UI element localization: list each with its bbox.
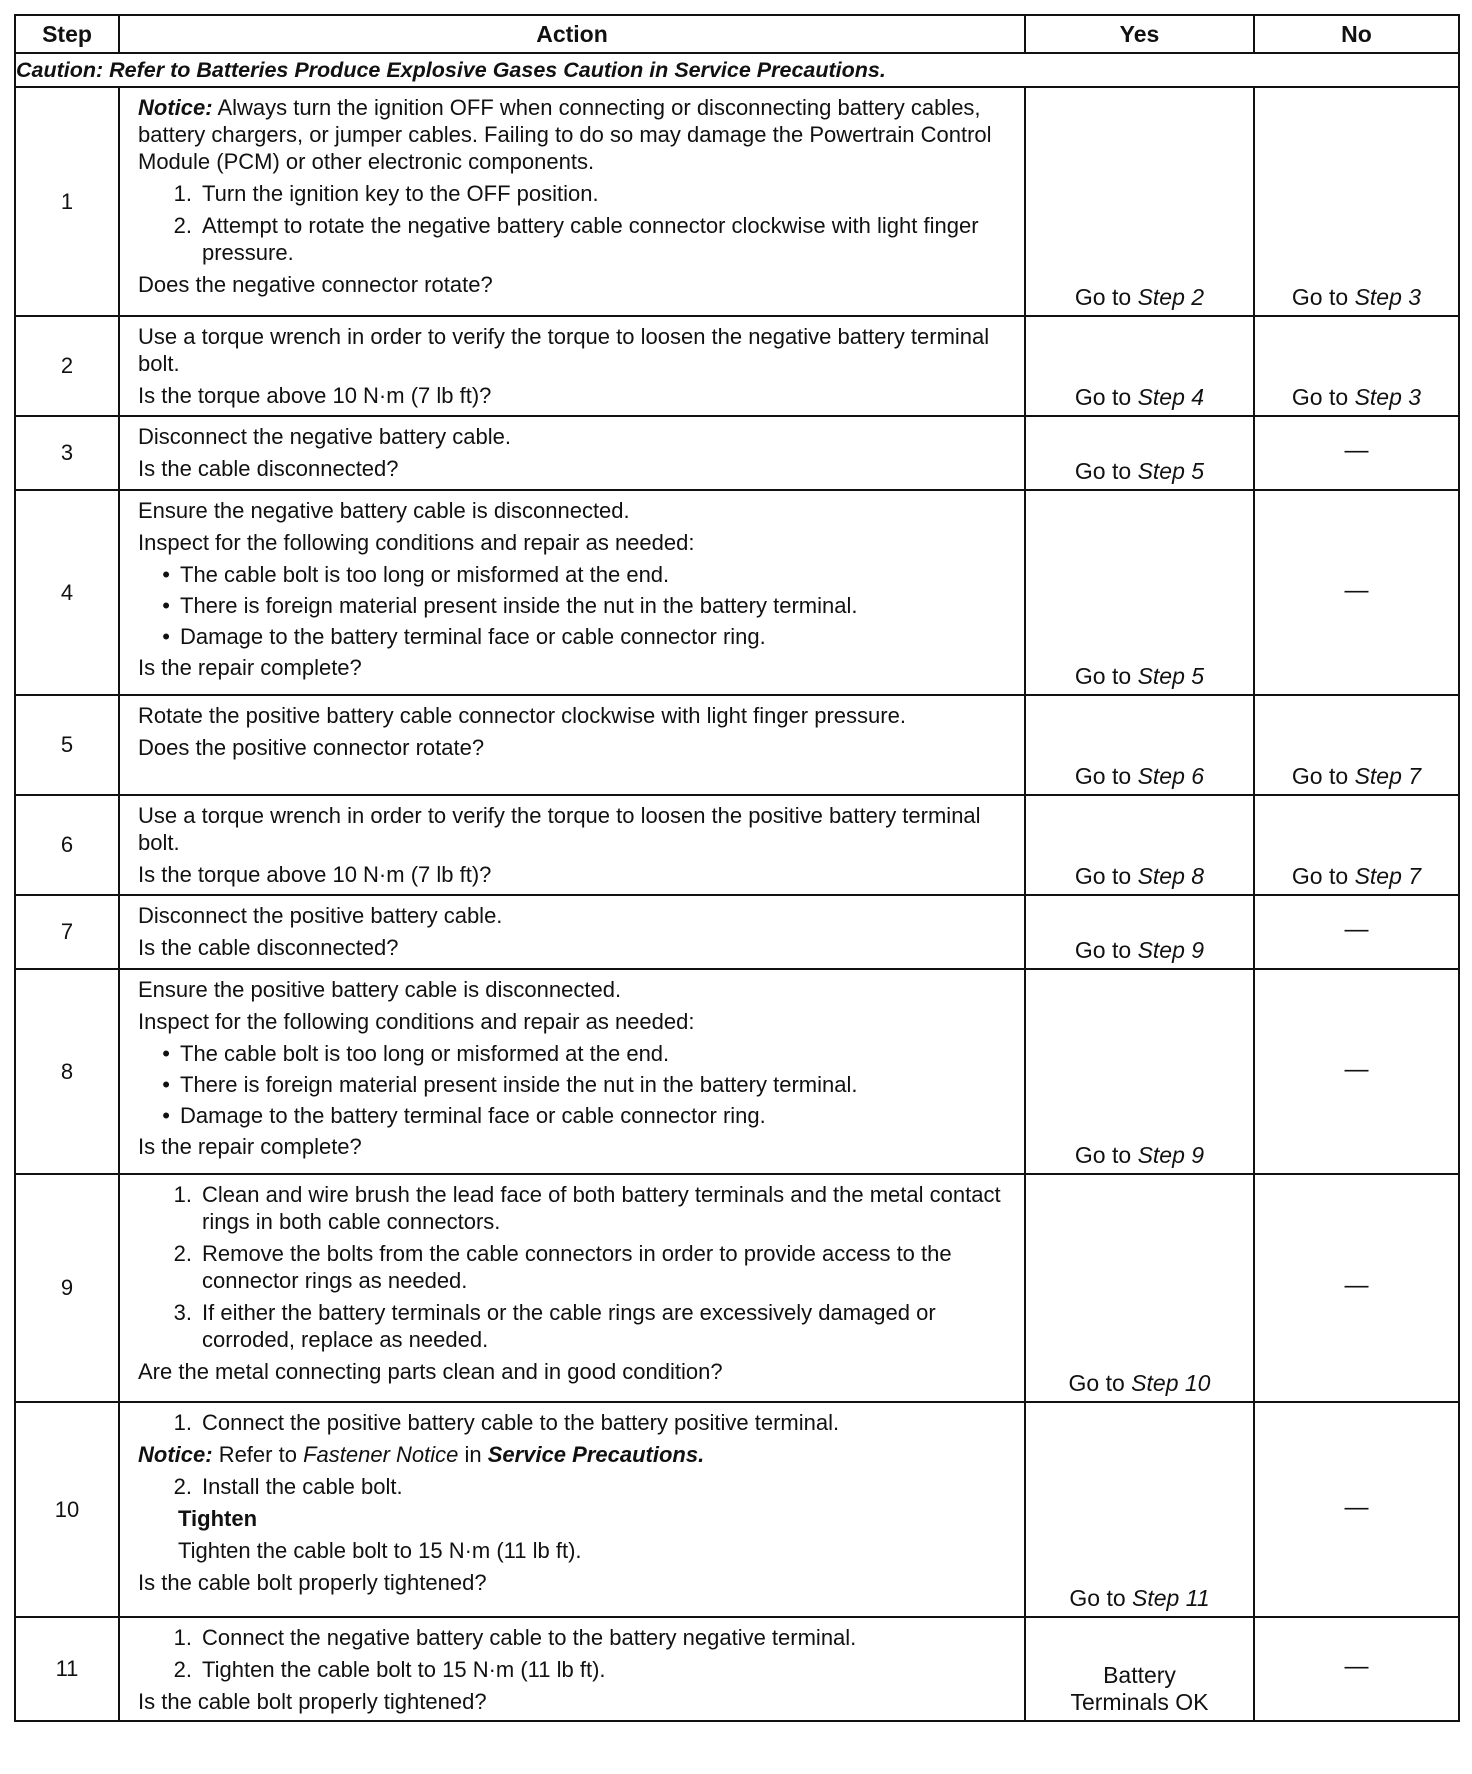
bullet-icon: • xyxy=(162,593,170,618)
list-text: Damage to the battery terminal face or cable connector ring. xyxy=(180,1103,766,1128)
step-number: 6 xyxy=(15,795,119,895)
yes-target: Step 9 xyxy=(1137,937,1205,963)
table-row-step-11 xyxy=(15,1617,1459,1721)
list-text: Tighten the cable bolt to 15 N·m (11 lb ft). xyxy=(202,1657,606,1682)
step-number: 5 xyxy=(15,695,119,795)
list-text: The cable bolt is too long or misformed at the end. xyxy=(180,562,670,587)
yes-target: Step 10 xyxy=(1131,1370,1211,1396)
no-cell xyxy=(1254,87,1459,316)
go-to-label: Go to xyxy=(1069,1585,1126,1611)
no-target: Step 7 xyxy=(1354,863,1422,889)
yes-target: Step 5 xyxy=(1137,458,1205,484)
list-text: Attempt to rotate the negative battery cable connector clockwise with light finger pressure. xyxy=(202,213,979,265)
list-text: Clean and wire brush the lead face of both battery terminals and the metal contact rings in both cable connectors. xyxy=(202,1182,1001,1234)
list-item xyxy=(138,1102,1010,1129)
go-to-label: Go to xyxy=(1291,384,1349,410)
no-cell xyxy=(1254,490,1459,695)
table-row-step-10 xyxy=(15,1402,1459,1617)
header-no: No xyxy=(1254,15,1459,53)
no-target: Step 3 xyxy=(1354,384,1422,410)
step-number: 10 xyxy=(15,1402,119,1617)
go-to-label: Go to xyxy=(1074,458,1132,484)
table-row-step-1 xyxy=(15,87,1459,316)
list-item xyxy=(138,180,1010,207)
notice-link: Service Precautions. xyxy=(487,1442,705,1467)
no-cell xyxy=(1254,695,1459,795)
notice-text: Refer to xyxy=(218,1442,297,1467)
question: Is the torque above 10 N·m (7 lb ft)? xyxy=(138,862,492,887)
question: Is the repair complete? xyxy=(138,1134,362,1159)
yes-cell xyxy=(1025,1617,1254,1721)
yes-cell xyxy=(1025,795,1254,895)
diagnostic-table xyxy=(14,14,1460,1722)
list-item xyxy=(138,1181,1010,1235)
notice xyxy=(138,1441,1010,1468)
no-cell xyxy=(1254,1402,1459,1617)
list-item xyxy=(138,592,1010,619)
inspect-intro: Inspect for the following conditions and repair as needed: xyxy=(138,530,695,555)
action-cell xyxy=(119,895,1025,969)
list-number: 2. xyxy=(173,1241,192,1266)
list-item xyxy=(138,1299,1010,1353)
list-number: 1. xyxy=(173,1410,192,1435)
list-text: The cable bolt is too long or misformed at the end. xyxy=(180,1041,670,1066)
dash-mark: — xyxy=(1344,1653,1369,1680)
dash-mark: — xyxy=(1344,1272,1369,1299)
table-row-step-4 xyxy=(15,490,1459,695)
question: Is the cable disconnected? xyxy=(138,935,399,960)
tighten-label: Tighten xyxy=(178,1506,258,1531)
list-text: Install the cable bolt. xyxy=(202,1474,403,1499)
notice-text: in xyxy=(464,1442,482,1467)
step-number: 3 xyxy=(15,416,119,490)
no-cell xyxy=(1254,416,1459,490)
action-text: Disconnect the positive battery cable. xyxy=(138,903,503,928)
list-text: Damage to the battery terminal face or cable connector ring. xyxy=(180,624,766,649)
list-number: 1. xyxy=(173,1625,192,1650)
no-cell xyxy=(1254,1174,1459,1402)
action-text: Ensure the positive battery cable is disconnected. xyxy=(138,977,622,1002)
step-number: 8 xyxy=(15,969,119,1174)
go-to-label: Go to xyxy=(1074,384,1132,410)
question: Are the metal connecting parts clean and in good condition? xyxy=(138,1359,723,1384)
inspect-intro: Inspect for the following conditions and repair as needed: xyxy=(138,1009,695,1034)
list-item xyxy=(138,1473,1010,1500)
dash-mark: — xyxy=(1344,1493,1369,1521)
action-cell xyxy=(119,1174,1025,1402)
yes-cell xyxy=(1025,1174,1254,1402)
action-cell xyxy=(119,695,1025,795)
action-cell xyxy=(119,416,1025,490)
action-text: Ensure the negative battery cable is disconnected. xyxy=(138,498,630,523)
bullet-icon: • xyxy=(162,1072,170,1097)
step-number: 11 xyxy=(15,1617,119,1721)
dash-mark: — xyxy=(1344,1055,1369,1083)
step-number: 1 xyxy=(15,87,119,316)
table-row-step-3 xyxy=(15,416,1459,490)
action-text: Use a torque wrench in order to verify the torque to loosen the positive battery terminal bolt. xyxy=(138,803,981,855)
list-item xyxy=(138,1409,1010,1436)
notice-text: Always turn the ignition OFF when connecting or disconnecting battery cables, battery chargers, or jumper cables. Failing to do so may damage the Powertrain Control Module (PCM) or other electronic components. xyxy=(138,95,992,174)
list-item xyxy=(138,623,1010,650)
yes-target: Step 5 xyxy=(1137,663,1205,689)
list-number: 1. xyxy=(173,1182,192,1207)
question: Does the positive connector rotate? xyxy=(138,735,485,760)
yes-target: Step 8 xyxy=(1137,863,1205,889)
yes-cell xyxy=(1025,87,1254,316)
caution-cell xyxy=(15,53,1459,87)
table-row-step-7 xyxy=(15,895,1459,969)
list-number: 1. xyxy=(173,181,192,206)
bullet-icon: • xyxy=(162,624,170,649)
notice-reference: Fastener Notice xyxy=(303,1442,459,1467)
no-target: Step 7 xyxy=(1354,763,1422,789)
go-to-label: Go to xyxy=(1074,937,1132,963)
table-row-step-8 xyxy=(15,969,1459,1174)
list-text: There is foreign material present inside the nut in the battery terminal. xyxy=(180,593,858,618)
list-item xyxy=(138,212,1010,266)
caution-row xyxy=(15,53,1459,87)
bullet-icon: • xyxy=(162,1103,170,1128)
go-to-label: Go to xyxy=(1291,284,1349,310)
action-cell xyxy=(119,1402,1025,1617)
go-to-label: Go to xyxy=(1074,663,1132,689)
action-text: Use a torque wrench in order to verify the torque to loosen the negative battery terminal bolt. xyxy=(138,324,990,376)
yes-target: Step 4 xyxy=(1137,384,1205,410)
table-row-step-9 xyxy=(15,1174,1459,1402)
list-text: Connect the negative battery cable to the battery negative terminal. xyxy=(202,1625,857,1650)
action-cell xyxy=(119,795,1025,895)
bullet-icon: • xyxy=(162,562,170,587)
action-text: Disconnect the negative battery cable. xyxy=(138,424,512,449)
notice-label: Notice: xyxy=(138,95,213,120)
go-to-label: Go to xyxy=(1074,763,1132,789)
question: Is the cable bolt properly tightened? xyxy=(138,1570,487,1595)
list-text: Remove the bolts from the cable connectors in order to provide access to the connector rings as needed. xyxy=(202,1241,952,1293)
list-item xyxy=(138,561,1010,588)
step-number: 7 xyxy=(15,895,119,969)
list-item xyxy=(138,1624,1010,1651)
go-to-label: Go to xyxy=(1074,1142,1132,1168)
list-text: If either the battery terminals or the cable rings are excessively damaged or corroded, replace as needed. xyxy=(202,1300,936,1352)
step-number: 2 xyxy=(15,316,119,416)
action-cell xyxy=(119,490,1025,695)
list-number: 2. xyxy=(173,213,192,238)
step-number: 9 xyxy=(15,1174,119,1402)
action-text: Rotate the positive battery cable connector clockwise with light finger pressure. xyxy=(138,703,906,728)
list-number: 2. xyxy=(173,1657,192,1682)
go-to-label: Go to xyxy=(1291,863,1349,889)
question: Is the repair complete? xyxy=(138,655,362,680)
no-cell xyxy=(1254,895,1459,969)
no-cell xyxy=(1254,795,1459,895)
list-text: Connect the positive battery cable to the battery positive terminal. xyxy=(202,1410,840,1435)
yes-cell xyxy=(1025,1402,1254,1617)
no-cell xyxy=(1254,969,1459,1174)
list-text: Turn the ignition key to the OFF position. xyxy=(202,181,599,206)
bullet-icon: • xyxy=(162,1041,170,1066)
header-row xyxy=(15,15,1459,53)
dash-mark: — xyxy=(1344,576,1369,604)
caution-link: Service Precautions. xyxy=(674,57,886,82)
yes-target: Step 9 xyxy=(1137,1142,1205,1168)
question: Is the cable bolt properly tightened? xyxy=(138,1689,487,1714)
action-cell xyxy=(119,316,1025,416)
notice-label: Notice: xyxy=(138,1442,213,1467)
list-item xyxy=(138,1040,1010,1067)
yes-cell xyxy=(1025,316,1254,416)
yes-cell xyxy=(1025,895,1254,969)
question: Does the negative connector rotate? xyxy=(138,272,493,297)
go-to-label: Go to xyxy=(1068,1370,1125,1396)
action-cell xyxy=(119,1617,1025,1721)
yes-cell xyxy=(1025,969,1254,1174)
list-item xyxy=(138,1071,1010,1098)
list-item xyxy=(138,1656,1010,1683)
action-cell xyxy=(119,87,1025,316)
step-number: 4 xyxy=(15,490,119,695)
question: Is the cable disconnected? xyxy=(138,456,399,481)
go-to-label: Go to xyxy=(1291,763,1349,789)
no-target: Step 3 xyxy=(1354,284,1422,310)
list-item xyxy=(138,1240,1010,1294)
header-step: Step xyxy=(15,15,119,53)
yes-cell xyxy=(1025,416,1254,490)
list-number: 2. xyxy=(173,1474,192,1499)
yes-target: Step 6 xyxy=(1137,763,1205,789)
table-row-step-2 xyxy=(15,316,1459,416)
table-row-step-5 xyxy=(15,695,1459,795)
no-cell xyxy=(1254,316,1459,416)
list-text: There is foreign material present inside the nut in the battery terminal. xyxy=(180,1072,858,1097)
no-cell xyxy=(1254,1617,1459,1721)
yes-target: Step 11 xyxy=(1132,1585,1210,1611)
yes-cell xyxy=(1025,695,1254,795)
go-to-label: Go to xyxy=(1074,863,1132,889)
caution-text: Caution: Refer to Batteries Produce Explosive Gases Caution in xyxy=(16,57,669,82)
yes-result-line: Terminals OK xyxy=(1070,1689,1209,1715)
action-cell xyxy=(119,969,1025,1174)
list-number: 3. xyxy=(173,1300,192,1325)
dash-mark: — xyxy=(1344,916,1369,943)
question: Is the torque above 10 N·m (7 lb ft)? xyxy=(138,383,492,408)
yes-result-line: Battery xyxy=(1103,1662,1176,1688)
table-row-step-6 xyxy=(15,795,1459,895)
tighten-text: Tighten the cable bolt to 15 N·m (11 lb ft). xyxy=(178,1538,582,1563)
notice xyxy=(138,94,1010,175)
yes-target: Step 2 xyxy=(1137,284,1205,310)
header-action: Action xyxy=(119,15,1025,53)
go-to-label: Go to xyxy=(1074,284,1132,310)
yes-cell xyxy=(1025,490,1254,695)
header-yes: Yes xyxy=(1025,15,1254,53)
dash-mark: — xyxy=(1344,437,1369,464)
